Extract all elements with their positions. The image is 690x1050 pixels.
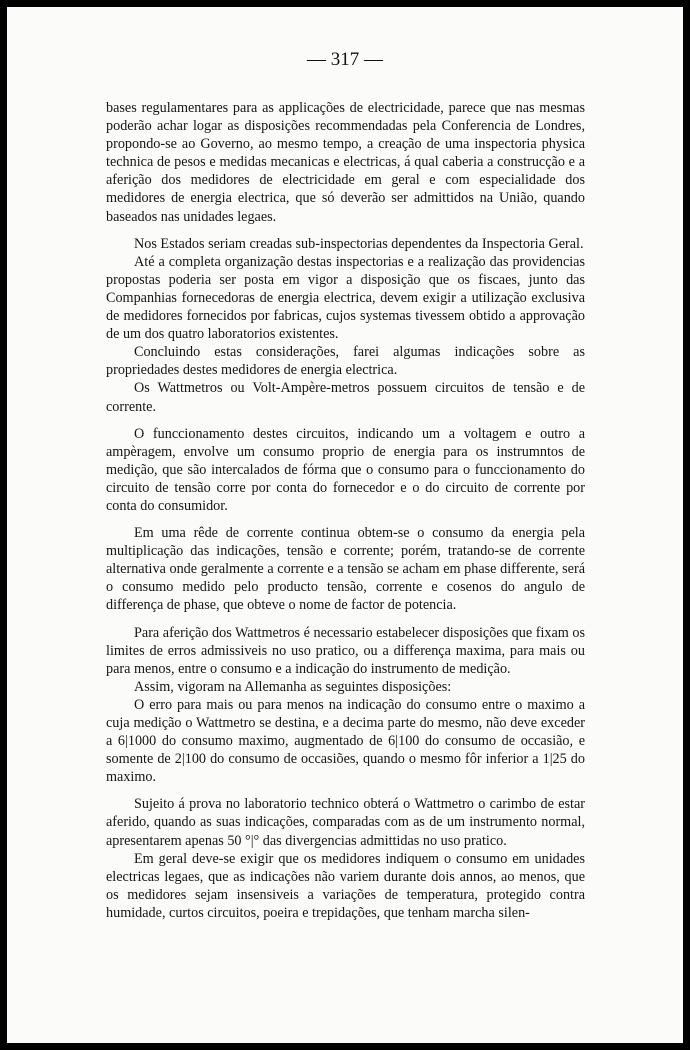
page-number: — 317 — [307, 49, 383, 70]
paragraph: Assim, vigoram na Allemanha as seguintes disposições: [134, 678, 452, 695]
paragraph: O erro para mais ou para menos na indicação do consumo entre o maximo a cuja medição o Wattmetro se destina, e a decima parte do mesmo, não deve exceder a 6|1000 do consumo maximo, augmentado de 6|100 do consumo de occasião, e somente de 2|100 do consumo de occasiões, quando o mesmo fôr inferior a 1|25 do maximo. [106, 696, 585, 786]
paragraph: Os Wattmetros ou Volt-Ampère-metros possuem circuitos de tensão e de corrente. [106, 380, 585, 415]
paragraph: Nos Estados seriam creadas sub-inspectorias dependentes da Inspectoria Geral. [134, 235, 584, 252]
paragraph: bases regulamentares para as applicações de electricidade, parece que nas mesmas poderão achar logar as disposições recommendadas pela Conferencia de Londres, propondo-se ao Governo, ao mesmo tempo, a creação de uma inspectoria physica technica de pesos e medidas mecanicas e electricas, á qual caberia a construcção e a aferição dos medidores de electricidade em geral e com especialidade dos medidores de energia electrica, que só deverão ser admittidos na União, quando baseados nas unidades legaes. [106, 100, 585, 225]
paragraph: Concluindo estas considerações, farei algumas indicações sobre as propriedades destes medidores de energia electrica. [106, 344, 585, 379]
document-page [7, 7, 683, 1043]
paragraph: Para aferição dos Wattmetros é necessario estabelecer disposições que fixam os limites de erros admissiveis no uso pratico, ou a differença maxima, para mais ou para menos, entre o consumo e a indicação do instrumento de medição. [106, 624, 585, 677]
paragraph: Sujeito á prova no laboratorio technico obterá o Wattmetro o carimbo de estar aferido, quando as suas indicações, comparadas com as de um instrumento normal, apresentarem apenas 50 °|° das divergencias admittidas no uso pratico. [106, 796, 585, 849]
body-text [106, 99, 585, 922]
paragraph: O funccionamento destes circuitos, indicando um a voltagem e outro a ampèragem, envolve um consumo proprio de energia para os instrumntos de medição, que são intercalados de fórma que o consumo para o funccionamento do circuito de tensão corre por conta do fornecedor e o do circuito de corrente por conta do consumidor. [106, 425, 585, 514]
paragraph: Em uma rêde de corrente continua obtem-se o consumo da energia pela multiplicação das indicações, tensão e corrente; porém, tratando-se de corrente alternativa onde geralmente a corrente e a tensão se acham em phase differente, será o consumo medido pelo producto tensão, corrente e cosenos do angulo de differença de phase, que obteve o nome de factor de potencia. [106, 525, 585, 614]
paragraph: Em geral deve-se exigir que os medidores indiquem o consumo em unidades electricas legaes, que as indicações não variem durante dois annos, ao menos, que os medidores sejam insensiveis a variações de temperatura, protegido contra humidade, curtos circuitos, poeira e trepidações, que tenham marcha silen- [106, 850, 585, 921]
paragraph: Até a completa organização destas inspectorias e a realização das providencias propostas poderia ser posta em vigor a disposição que os fiscaes, junto das Companhias fornecedoras de energia electrica, devem exigir a utilização exclusiva de medidores fornecidos por fabricas, cujos systemas tivessem obtido a approvação de um dos quatro laboratorios existentes. [106, 253, 585, 343]
